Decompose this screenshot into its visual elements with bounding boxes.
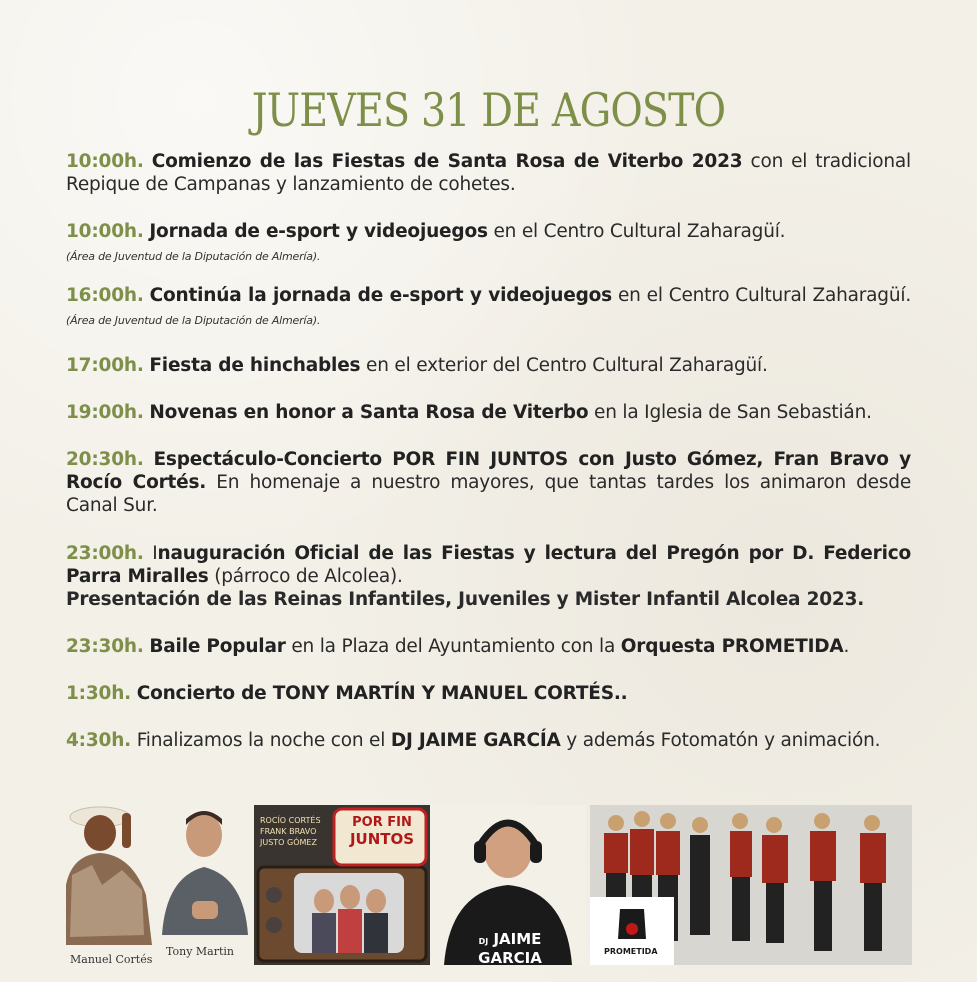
event-title: Concierto de TONY MARTÍN Y MANUEL CORTÉS..: [136, 683, 628, 704]
event-time: 10:00h.: [66, 221, 144, 242]
manuel-cortes-image: [62, 805, 156, 965]
event-time: 4:30h.: [66, 730, 132, 751]
event-description: En homenaje a nuestro mayores, que tantas tardes los animaron desde Canal Sur.: [66, 472, 912, 516]
event-time: 23:00h.: [66, 543, 144, 564]
event-item: [66, 542, 911, 611]
event-item: [66, 150, 911, 196]
event-time: 19:00h.: [66, 402, 144, 423]
tony-martin-photo: [156, 805, 254, 965]
event-item: [66, 284, 911, 332]
event-description-end: y además Fotomatón y animación.: [560, 730, 881, 751]
event-item: [66, 635, 911, 658]
tv-name: JUSTO GÓMEZ: [260, 838, 317, 847]
band-image: [590, 805, 912, 965]
event-note: (Área de Juventud de la Diputación de Almería).: [66, 314, 321, 327]
event-item: [66, 354, 911, 377]
tv-name: FRANK BRAVO: [260, 827, 317, 836]
event-time: 10:00h.: [66, 151, 144, 172]
event-time: 23:30h.: [66, 636, 144, 657]
event-item: [66, 682, 911, 705]
tv-sign-line1: POR FIN: [352, 815, 412, 830]
event-title: DJ JAIME GARCÍA: [390, 730, 561, 751]
event-description: con el tradicional Repique de Campanas y lanzamiento de cohetes.: [66, 151, 911, 195]
event-title: Jornada de e-sport y videojuegos: [149, 221, 488, 242]
event-description: en el Centro Cultural Zaharagüí.: [487, 221, 786, 242]
event-title: Continúa la jornada de e-sport y videojuegos: [149, 285, 612, 306]
event-title: Comienzo de las Fiestas de Santa Rosa de Viterbo 2023: [151, 151, 743, 172]
tv-name: ROCÍO CORTÉS: [260, 816, 321, 825]
por-fin-juntos-poster: [254, 805, 430, 965]
page-title: JUEVES 31 DE AGOSTO: [251, 82, 726, 137]
event-description: (párroco de Alcolea).: [208, 566, 403, 587]
event-time: 20:30h.: [66, 449, 144, 470]
event-time: 17:00h.: [66, 355, 144, 376]
manuel-cortes-photo: [62, 805, 156, 965]
event-description: Finalizamos la noche con el: [131, 730, 391, 751]
tv-sign: [338, 815, 426, 848]
event-time: 16:00h.: [66, 285, 144, 306]
event-note: (Área de Juventud de la Diputación de Almería).: [66, 250, 321, 263]
prometida-logo-text: PROMETIDA: [604, 947, 658, 956]
event-band-name: Orquesta PROMETIDA: [620, 636, 844, 657]
event-title: Espectáculo-Concierto POR FIN JUNTOS con Justo Gómez, Fran Bravo y Rocío Cortés.: [66, 449, 911, 493]
event-title: Fiesta de hinchables: [149, 355, 361, 376]
tv-names-list: [260, 815, 321, 848]
event-description: en el exterior del Centro Cultural Zaharagüí.: [360, 355, 768, 376]
dj-jaime-garcia-photo: [430, 805, 586, 965]
tony-martin-image: [156, 805, 254, 965]
tv-sign-line2: JUNTOS: [349, 830, 415, 848]
manuel-cortes-caption: Manuel Cortés: [70, 953, 153, 965]
orquesta-prometida-photo: [590, 805, 912, 965]
event-item: [66, 401, 911, 424]
event-description: en el Centro Cultural Zaharagüí.: [612, 285, 912, 306]
event-time: 1:30h.: [66, 683, 132, 704]
event-item: [66, 448, 911, 517]
event-title: Novenas en honor a Santa Rosa de Viterbo: [149, 402, 589, 423]
event-description-end: .: [843, 636, 850, 657]
artist-photo-strip: [62, 805, 912, 965]
event-extra-line: Presentación de las Reinas Infantiles, Juveniles y Mister Infantil Alcolea 2023.: [66, 589, 865, 610]
dj-prefix: DJ: [478, 937, 489, 946]
event-description: en la Iglesia de San Sebastián.: [588, 402, 872, 423]
event-title-prefix: I: [152, 543, 158, 564]
event-title: Baile Popular: [149, 636, 286, 657]
dj-name-logo: [470, 931, 550, 965]
event-item: [66, 220, 911, 268]
tony-martin-caption: Tony Martin: [166, 945, 235, 958]
dj-name-line1: JAIME: [493, 930, 542, 948]
event-title: nauguración Oficial de las Fiestas y lectura del Pregón por D. Federico Parra Miralles: [66, 543, 911, 587]
dj-name-line2: GARCIA: [478, 949, 542, 965]
event-description: en la Plaza del Ayuntamiento con la: [285, 636, 621, 657]
event-item: [66, 729, 911, 752]
